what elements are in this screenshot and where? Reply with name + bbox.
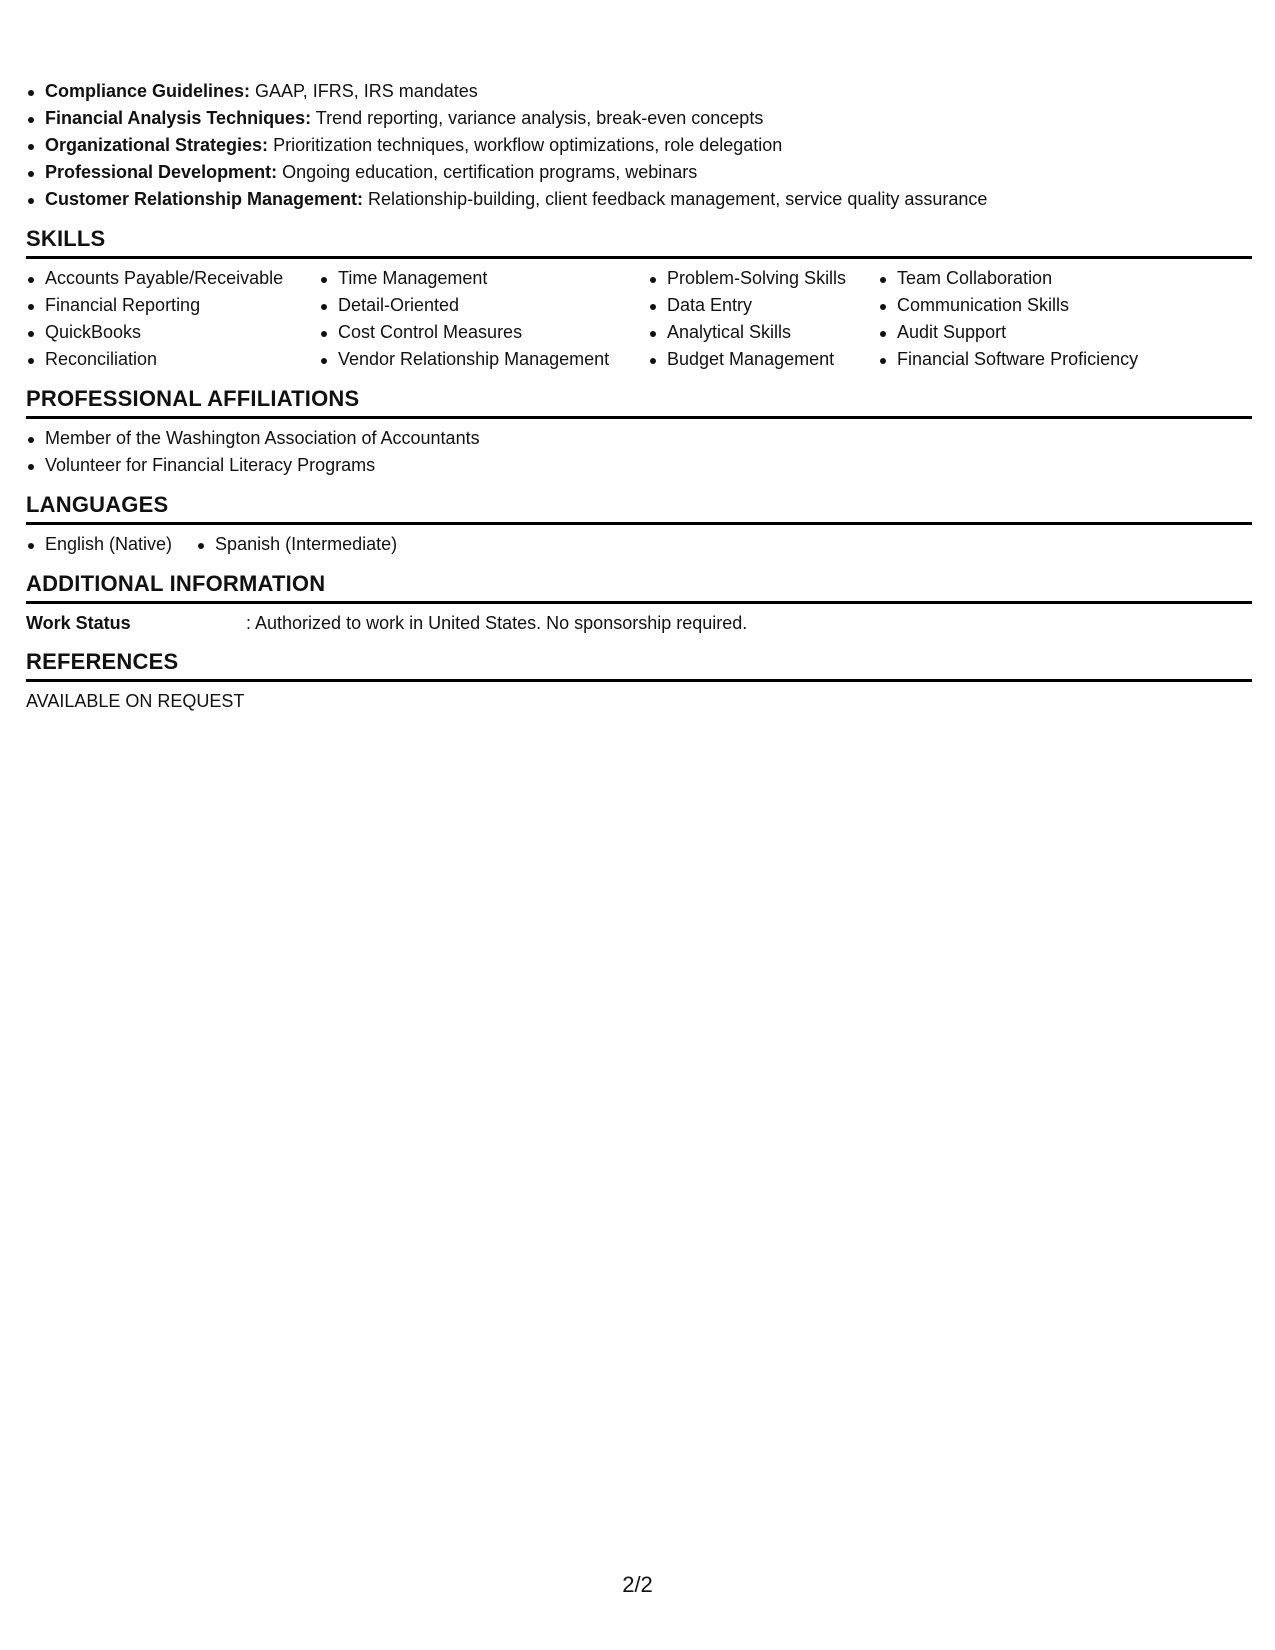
skill-item: Vendor Relationship Management (319, 346, 648, 373)
list-item (26, 78, 1252, 105)
skill-item: Cost Control Measures (319, 319, 648, 346)
list-item: Volunteer for Financial Literacy Programs (26, 452, 1252, 479)
skill-item: Data Entry (648, 292, 878, 319)
skill-item: Audit Support (878, 319, 1238, 346)
additional-info-section (26, 570, 1252, 636)
affiliations-list (26, 425, 1252, 479)
work-status-row (26, 610, 1252, 636)
list-item (26, 186, 1252, 213)
skill-item: Financial Reporting (26, 292, 319, 319)
item-text: Ongoing education, certification programs, webinars (277, 162, 698, 182)
item-label: Financial Analysis Techniques: (45, 108, 312, 128)
item-label: Professional Development: (45, 162, 278, 182)
section-title-languages: LANGUAGES (26, 491, 1252, 525)
resume-content (26, 78, 1252, 714)
section-title-affiliations: PROFESSIONAL AFFILIATIONS (26, 385, 1252, 419)
skills-column (26, 265, 319, 373)
item-text: Relationship-building, client feedback management, service quality assurance (363, 189, 988, 209)
languages-section (26, 491, 1252, 558)
item-text: Trend reporting, variance analysis, break-even concepts (311, 108, 764, 128)
language-item: Spanish (Intermediate) (196, 531, 397, 558)
skill-item: Problem-Solving Skills (648, 265, 878, 292)
references-text: AVAILABLE ON REQUEST (26, 691, 245, 711)
skill-item: Analytical Skills (648, 319, 878, 346)
list-item (26, 132, 1252, 159)
section-title-references: REFERENCES (26, 648, 1252, 682)
skills-column (878, 265, 1238, 373)
work-status-label: Work Status (26, 613, 131, 633)
list-item: Member of the Washington Association of Accountants (26, 425, 1252, 452)
item-label: Compliance Guidelines: (45, 81, 251, 101)
item-label: Customer Relationship Management: (45, 189, 364, 209)
list-item (26, 105, 1252, 132)
item-label: Organizational Strategies: (45, 135, 269, 155)
skills-section (26, 225, 1252, 373)
language-item: English (Native) (26, 531, 172, 558)
item-text: Prioritization techniques, workflow optimizations, role delegation (268, 135, 783, 155)
languages-list (26, 531, 1252, 558)
page-number: 2/2 (622, 1572, 653, 1597)
section-title-skills: SKILLS (26, 225, 1252, 259)
skill-item: Reconciliation (26, 346, 319, 373)
skills-column (319, 265, 648, 373)
skills-grid (26, 265, 1252, 373)
section-title-additional-info: ADDITIONAL INFORMATION (26, 570, 1252, 604)
skill-item: QuickBooks (26, 319, 319, 346)
skill-item: Time Management (319, 265, 648, 292)
item-text: GAAP, IFRS, IRS mandates (250, 81, 478, 101)
skills-column (648, 265, 878, 373)
intro-knowledge-list (26, 78, 1252, 213)
references-section (26, 648, 1252, 714)
skill-item: Budget Management (648, 346, 878, 373)
affiliations-section (26, 385, 1252, 479)
work-status-value: : Authorized to work in United States. No sponsorship required. (246, 613, 748, 633)
list-item (26, 159, 1252, 186)
skill-item: Financial Software Proficiency (878, 346, 1238, 373)
skill-item: Accounts Payable/Receivable (26, 265, 319, 292)
skill-item: Detail-Oriented (319, 292, 648, 319)
skill-item: Communication Skills (878, 292, 1238, 319)
skill-item: Team Collaboration (878, 265, 1238, 292)
